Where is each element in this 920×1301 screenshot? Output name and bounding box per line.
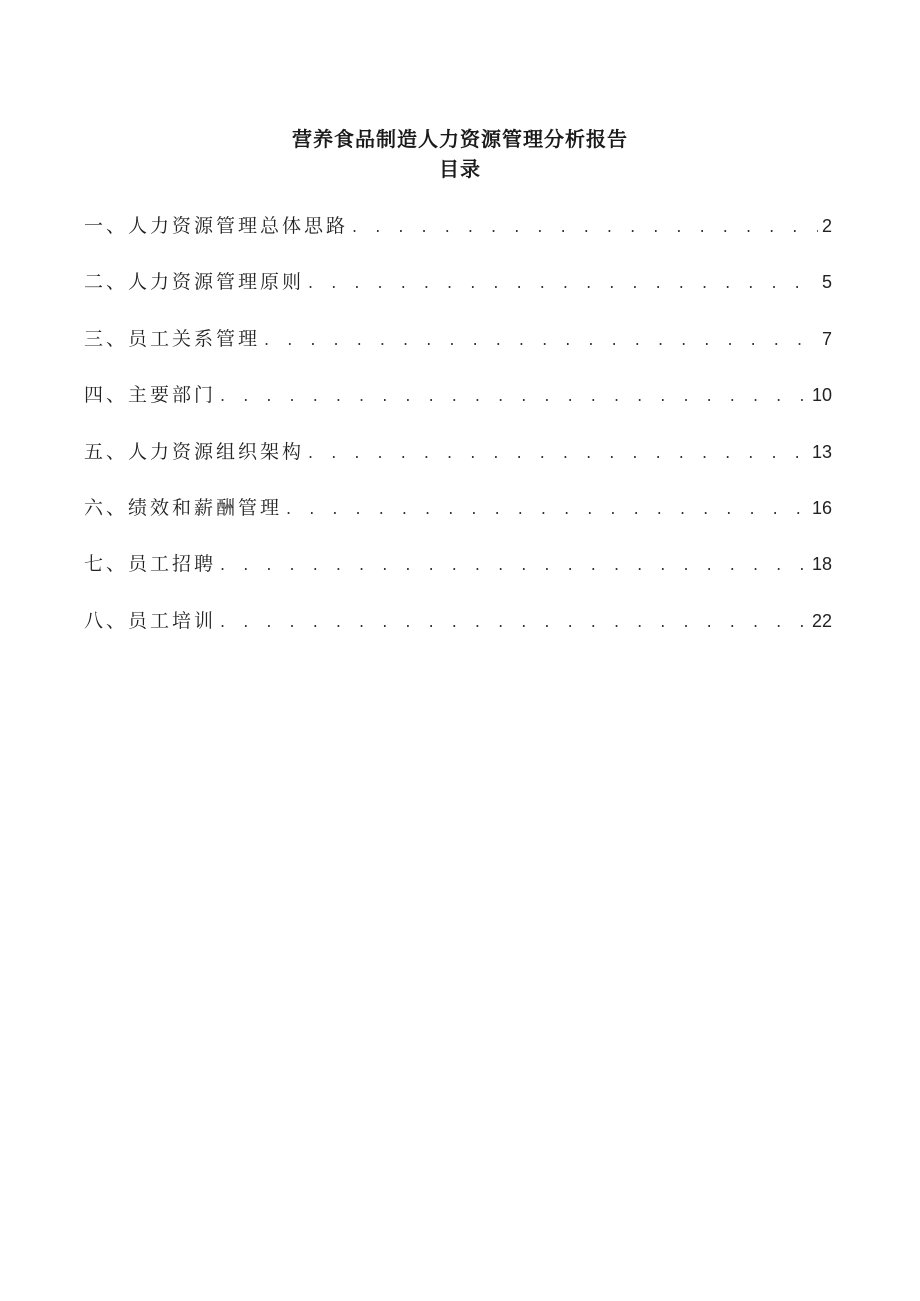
document-title: 营养食品制造人力资源管理分析报告 <box>292 127 628 151</box>
toc-entry[interactable] <box>84 377 832 433</box>
toc-entry-page: 7 <box>821 328 832 349</box>
toc-entry[interactable] <box>84 603 832 659</box>
toc-entry[interactable] <box>84 208 832 264</box>
toc-entry[interactable] <box>84 490 832 546</box>
toc-leader-dots <box>308 435 808 471</box>
toc-entry[interactable] <box>84 546 832 602</box>
toc-entry-label: 三、员工关系管理 <box>84 327 261 350</box>
toc-entry-page: 13 <box>811 441 832 462</box>
toc-entry-page: 22 <box>811 610 832 631</box>
table-of-contents <box>84 208 832 659</box>
toc-leader-dots <box>286 491 808 527</box>
toc-entry-label: 一、人力资源管理总体思路 <box>84 215 349 237</box>
toc-leader-dots <box>220 378 808 414</box>
toc-entry[interactable] <box>84 434 832 490</box>
toc-entry-page: 10 <box>811 385 832 406</box>
toc-entry-label: 五、人力资源组织架构 <box>84 440 305 463</box>
toc-entry-label: 四、主要部门 <box>84 384 217 407</box>
toc-leader-dots <box>308 265 818 301</box>
toc-entry-page: 2 <box>821 216 832 236</box>
toc-leader-dots <box>220 547 808 583</box>
toc-leader-dots <box>264 322 818 358</box>
toc-entry-label: 七、员工招聘 <box>84 553 217 576</box>
toc-entry-label: 六、绩效和薪酬管理 <box>84 496 283 519</box>
toc-entry-label: 八、员工培训 <box>84 609 217 632</box>
toc-heading: 目录 <box>439 157 481 181</box>
toc-entry-page: 5 <box>821 272 832 293</box>
toc-entry[interactable] <box>84 264 832 320</box>
toc-leader-dots <box>220 604 808 640</box>
toc-entry[interactable] <box>84 321 832 377</box>
toc-entry-label: 二、人力资源管理原则 <box>84 271 305 294</box>
toc-entry-page: 18 <box>811 554 832 575</box>
toc-entry-page: 16 <box>811 497 832 518</box>
toc-leader-dots <box>352 209 818 245</box>
